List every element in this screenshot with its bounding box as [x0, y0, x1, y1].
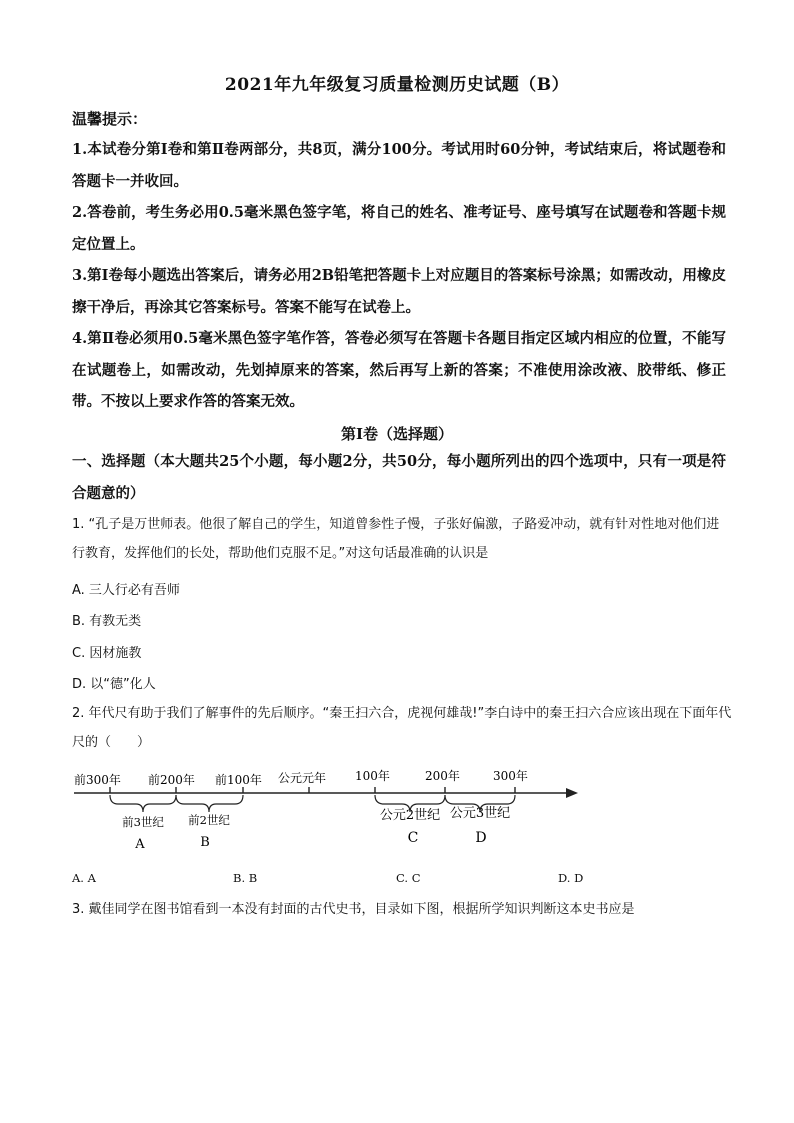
segment-label-d: 公元3世纪 — [449, 806, 511, 821]
section-title: 第Ⅰ卷（选择题） — [340, 425, 454, 443]
segment-letter-c: C — [407, 830, 419, 846]
tip-item-3: 3.第Ⅰ卷每小题选出答案后，请务必用2B铅笔把答题卡上对应题目的答案标号涂黑；如需改动，用橡皮擦干净后，再涂其它答案标号。答案不能写在试卷上。 — [72, 267, 726, 316]
segment-letter-b: B — [200, 835, 210, 850]
tick-label: 100年 — [355, 769, 390, 783]
question-2-stem: 2. 年代尺有助于我们了解事件的先后顺序。“秦王扫六合，虎视何雄哉!”李白诗中的秦王扫六合应该出现在下面年代尺的（ ） — [72, 706, 732, 750]
tip-item-1: 1.本试卷分第Ⅰ卷和第Ⅱ卷两部分，共8页，满分100分。考试用时60分钟，考试结束后，将试题卷和答题卡一并收回。 — [72, 141, 726, 190]
tick-label: 前200年 — [148, 773, 195, 787]
timeline-figure — [0, 760, 794, 860]
segment-letter-d: D — [475, 830, 487, 846]
tick-label: 前100年 — [215, 773, 262, 787]
segment-label-c: 公元2世纪 — [379, 808, 441, 823]
segment-label-a: 前3世纪 — [122, 815, 164, 829]
brace-a — [110, 795, 176, 812]
tick-label: 公元元年 — [278, 771, 327, 785]
question-1-stem: 1. “孔子是万世师表。他很了解自己的学生，知道曾参性子慢，子张好偏激，子路爱冲动，就有针对性地对他们进行教育，发挥他们的长处，帮助他们克服不足。”对这句话最准确的认识是 — [72, 517, 720, 561]
timeline-arrowhead — [566, 788, 578, 798]
tick-label: 300年 — [493, 769, 528, 783]
question-2-option-a: A. A — [72, 871, 96, 885]
exam-title: 2021年九年级复习质量检测历史试题（B） — [224, 75, 570, 95]
tick-label: 200年 — [425, 769, 460, 783]
question-2-option-d: D. D — [558, 871, 584, 885]
question-1-option-a: A. 三人行必有吾师 — [72, 583, 180, 598]
tip-item-2: 2.答卷前，考生务必用0.5毫米黑色签字笔，将自己的姓名、准考证号、座号填写在试题卷和答题卡规定位置上。 — [72, 204, 726, 253]
tip-item-4: 4.第Ⅱ卷必须用0.5毫米黑色签字笔作答，答卷必须写在答题卡各题目指定区域内相应的位置，不能写在试题卷上，如需改动，先划掉原来的答案，然后再写上新的答案；不准使用涂改液、胶带纸、修正带。不按以上要求作答的答案无效。 — [72, 330, 726, 410]
section-instructions: 一、选择题（本大题共25个小题，每小题2分，共50分，每小题所列出的四个选项中，只有一项是符合题意的） — [72, 453, 726, 502]
segment-letter-a: A — [135, 837, 145, 852]
question-3-stem: 3. 戴佳同学在图书馆看到一本没有封面的古代史书，目录如下图，根据所学知识判断这本史书应是 — [72, 902, 635, 917]
tick-label: 前300年 — [74, 773, 121, 787]
question-1-option-b: B. 有教无类 — [72, 614, 142, 629]
question-2-option-b: B. B — [233, 871, 258, 885]
question-1-option-d: D. 以“德”化人 — [72, 677, 156, 692]
brace-b — [176, 795, 243, 812]
question-2-option-c: C. C — [396, 871, 421, 885]
tips-heading: 温馨提示： — [72, 110, 148, 128]
segment-label-b: 前2世纪 — [188, 813, 230, 827]
question-1-option-c: C. 因材施教 — [72, 646, 142, 661]
